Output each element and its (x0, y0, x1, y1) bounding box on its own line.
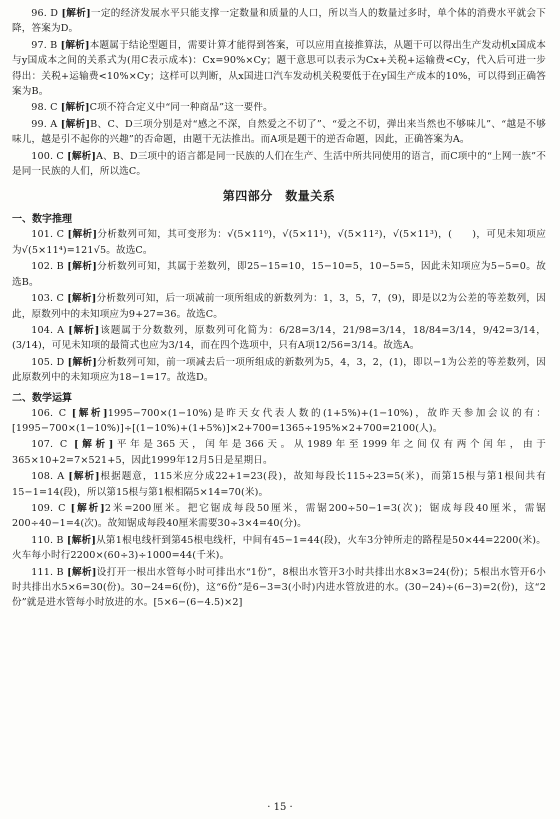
section-number-reasoning (12, 227, 546, 385)
section-title-number-reasoning: 一、数字推理 (12, 214, 72, 226)
answer-106: 106. C [解析]1995−700×(1−10%)是昨天女代表人数的(1+5%)+(1−10%)，故昨天参加会议的有：[1995−700×(1−10%)]÷[(1−10%)+(1+5%)]×2+700=1365÷195%×2+700=2100(人)。 (12, 407, 547, 434)
answer-99: 99. A [解析]B、C、D三项分别是对“感之不深，自然爱之不切了”、“爱之不切，弹出来当然也不够味儿”、“越是不够味儿，越是引不起你的兴趣”的否命题，由题干无法推出。而A项是题干的逆否命题，因此，正确答案为A。 (12, 118, 546, 146)
answer-104: 104. A [解析]该题属于分数数列，原数列可化简为：6/28=3/14，21/98=3/14，18/84=3/14，9/42=3/14，(3/14)，可见未知项的最简式也应为3/14，而在四个选项中，只有A项12/56=3/14。故选A。 (12, 324, 546, 352)
answer-101: 101. C [解析]分析数列可知，其可变形为：√(5×11⁰)，√(5×11¹)，√(5×11²)，√(5×11³)，( )，可见未知项应为√(5×11⁴)=121√5。故选C。 (12, 229, 546, 256)
answer-107: 107. C [解析]平年是365天，闰年是366天。从1989年至1999年之间仅有两个闰年，由于365×10+2=7×521+5，因此1999年12月5日是星期日。 (12, 439, 546, 466)
answer-110: 110. B [解析]从第1根电线杆到第45根电线杆，中间有45−1=44(段)，火车3分钟所走的路程是50×44=2200(米)。火车每小时行2200×(60÷3)÷1000=44(千米)。 (12, 534, 546, 562)
answer-103: 103. C [解析]分析数列可知，后一项减前一项所组成的新数列为：1，3，5，7，(9)，即是以2为公差的等差数列，因此，原数列中的未知项应为9+27=36。故选C。 (12, 293, 546, 320)
answer-98: 98. C [解析]C项不符合定义中“同一种商品”这一要件。 (31, 102, 273, 114)
answer-111: 111. B [解析]设打开一根出水管每小时可排出水“1份”，8根出水管开3小时共排出水8×3=24(份)；5根出水管开6小时共排出水5×6=30(份)。30−24=6(份)，这“6份”是6−3=3(小时)内进水管放进的水。(30−24)÷(6−3)=2(份)，这“2份”就是进水管每小时放进的水。[5×6−(6−4.5)×2] (12, 566, 546, 609)
answers-part3-tail (12, 6, 546, 179)
page-number: · 15 · (267, 802, 293, 813)
section-math-operations (12, 406, 546, 611)
section-title-math-operations: 二、数学运算 (12, 392, 72, 404)
answer-105: 105. D [解析]分析数列可知，前一项减去后一项所组成的新数列为5，4，3，2，(1)，即以−1为公差的等差数列，因此原数列中的未知项应为18−1=17。故选D。 (12, 356, 546, 384)
answer-100: 100. C [解析]A、B、D三项中的语言都是同一民族的人们在生产、生活中所共同使用的语言，而C项中的“上网一族”不是同一民族的人们，所以选C。 (12, 150, 547, 178)
answer-97: 97. B [解析]本题属于结论型题目，需要计算才能得到答案，可以应用直接推算法，从题干可以得出生产发动机x国成本与y国成本之间的关系式为(用C表示成本)：Cx=90%×Cy；题干意思可以表示为Cx+关税+运输费<Cy，代入后可进一步得出：关税+运输费<10%×Cy；这样可以判断，从x国进口汽车发动机关税要低于在y国生产成本的10%，可以得到正确答案为B。 (12, 39, 546, 98)
answer-96: 96. D [解析]一定的经济发展水平只能支撑一定数量和质量的人口，所以当人的数量过多时，单个体的消费水平就会下降，答案为D。 (12, 8, 546, 35)
answer-102: 102. B [解析]分析数列可知，其属于差数列，即25−15=10，15−10=5，10−5=5，因此未知项应为5−5=0。故选B。 (12, 261, 546, 288)
part-title: 第四部分 数量关系 (222, 189, 336, 204)
answer-109: 109. C [解析]2米=200厘米。把它锯成每段50厘米，需锯200÷50−1=3(次)；锯成每段40厘米，需锯200÷40−1=4(次)。故知锯成每段40厘米需要30÷3×4=40(分)。 (12, 502, 546, 530)
answer-108: 108. A [解析]根据题意，115米应分成22+1=23(段)，故知每段长115÷23=5(米)，而第15根与第1根间共有15−1=14(段)，所以第15根与第1根相隔5×14=70(米)。 (12, 471, 546, 498)
